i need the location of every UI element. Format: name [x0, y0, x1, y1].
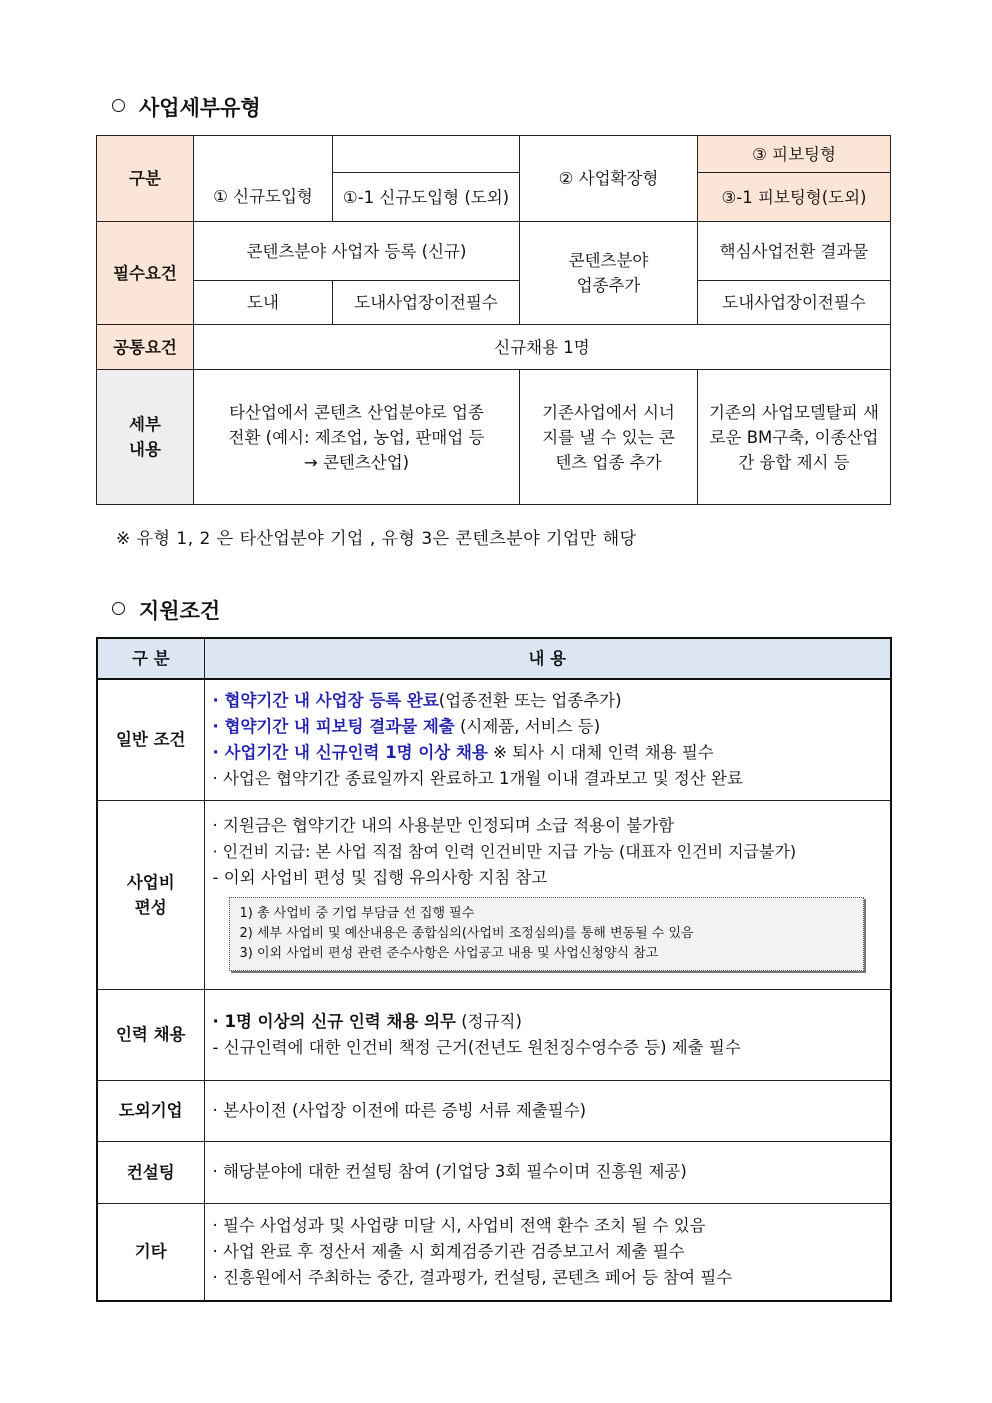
required-move-type3: 도내사업장이전필수: [698, 281, 891, 325]
header-type1-1: ①-1 신규도입형 (도외): [333, 173, 520, 222]
label-etc: 기타: [97, 1203, 204, 1301]
label-outside: 도외기업: [97, 1080, 204, 1141]
common-value: 신규채용 1명: [194, 325, 891, 370]
required-local: 도내: [194, 281, 333, 325]
label-budget: 사업비 편성: [97, 800, 204, 989]
label-detail: 세부 내용: [97, 370, 194, 505]
label-common: 공통요건: [97, 325, 194, 370]
header-type2: ② 사업확장형: [520, 136, 698, 222]
header-type3: ③ 피보팅형: [698, 136, 891, 173]
label-consulting: 컨설팅: [97, 1141, 204, 1203]
circle-bullet-icon: [112, 99, 125, 112]
required-type1: 콘텐츠분야 사업자 등록 (신규): [194, 222, 520, 281]
header-gubun: 구 분: [97, 638, 204, 679]
support-conditions-table: [96, 637, 892, 1302]
circle-bullet-icon: [112, 602, 125, 615]
detail-type3: 기존의 사업모델탈피 새로운 BM구축, 이종산업간 융합 제시 등: [698, 370, 891, 505]
required-move-type1: 도내사업장이전필수: [333, 281, 520, 325]
header-content: 내 용: [204, 638, 891, 679]
etc-content: · 필수 사업성과 및 사업량 미달 시, 사업비 전액 환수 조치 될 수 있음 · 사업 완료 후 정산서 제출 시 회계검증기관 검증보고서 제출 필수 · 진흥원에서 주최하는 중간, 결과평가, 컨설팅, 콘텐츠 페어 등 참여 필수: [204, 1203, 891, 1301]
label-general: 일반 조건: [97, 679, 204, 800]
header-type1: ① 신규도입형: [194, 136, 333, 222]
consulting-content: · 해당분야에 대한 컨설팅 참여 (기업당 3회 필수이며 진흥원 제공): [204, 1141, 891, 1203]
hiring-content: · 1명 이상의 신규 인력 채용 의무 (정규직) - 신규인력에 대한 인건비 책정 근거(전년도 원천징수영수증 등) 제출 필수: [204, 989, 891, 1080]
section-title-conditions: 지원조건: [112, 595, 220, 625]
required-type3: 핵심사업전환 결과물: [698, 222, 891, 281]
section-title-types: 사업세부유형: [112, 92, 261, 122]
detail-type2: 기존사업에서 시너지를 낼 수 있는 콘텐츠 업종 추가: [520, 370, 698, 505]
note-text: ※ 유형 1, 2 은 타산업분야 기업 , 유형 3은 콘텐츠분야 기업만 해당: [116, 529, 637, 549]
required-type2: 콘텐츠분야 업종추가: [520, 222, 698, 325]
label-hiring: 인력 채용: [97, 989, 204, 1080]
label-required: 필수요건: [97, 222, 194, 325]
header-gubun: 구분: [97, 136, 194, 222]
detail-type1: 타산업에서 콘텐츠 산업분야로 업종전환 (예시: 제조업, 농업, 판매업 등 → 콘텐츠산업): [194, 370, 520, 505]
business-types-table: [96, 135, 891, 505]
budget-guideline-box: 1) 총 사업비 중 기업 부담금 선 집행 필수 2) 세부 사업비 및 예산내용은 종합심의(사업비 조정심의)를 통해 변동될 수 있음 3) 이외 사업비 편성 관련 준수사항은 사업공고 내용 및 사업신청양식 참고: [229, 897, 865, 971]
header-type3-1: ③-1 피보팅형(도외): [698, 173, 891, 222]
general-content: · 협약기간 내 사업장 등록 완료(업종전환 또는 업종추가) · 협약기간 내 피보팅 결과물 제출 (시제품, 서비스 등) · 사업기간 내 신규인력 1명 이상 채용 ※ 퇴사 시 대체 인력 채용 필수 · 사업은 협약기간 종료일까지 완료하고 1개월 이내 결과보고 및 정산 완료: [204, 679, 891, 800]
budget-content: · 지원금은 협약기간 내의 사용분만 인정되며 소급 적용이 불가함 · 인건비 지급: 본 사업 직접 참여 인력 인건비만 지급 가능 (대표자 인건비 지급불가) - 이외 사업비 편성 및 집행 유의사항 지침 참고 1) 총 사업비 중 기업 부담금 선 집행 필수 2) 세부 사업비 및 예산내용은 종합심의(사업비 조정심의)를 통해 변동될 수 있음 3) 이외 사업비 편성 관련 준수사항은 사업공고 내용 및 사업신청양식 참고: [204, 800, 891, 989]
outside-content: · 본사이전 (사업장 이전에 따른 증빙 서류 제출필수): [204, 1080, 891, 1141]
